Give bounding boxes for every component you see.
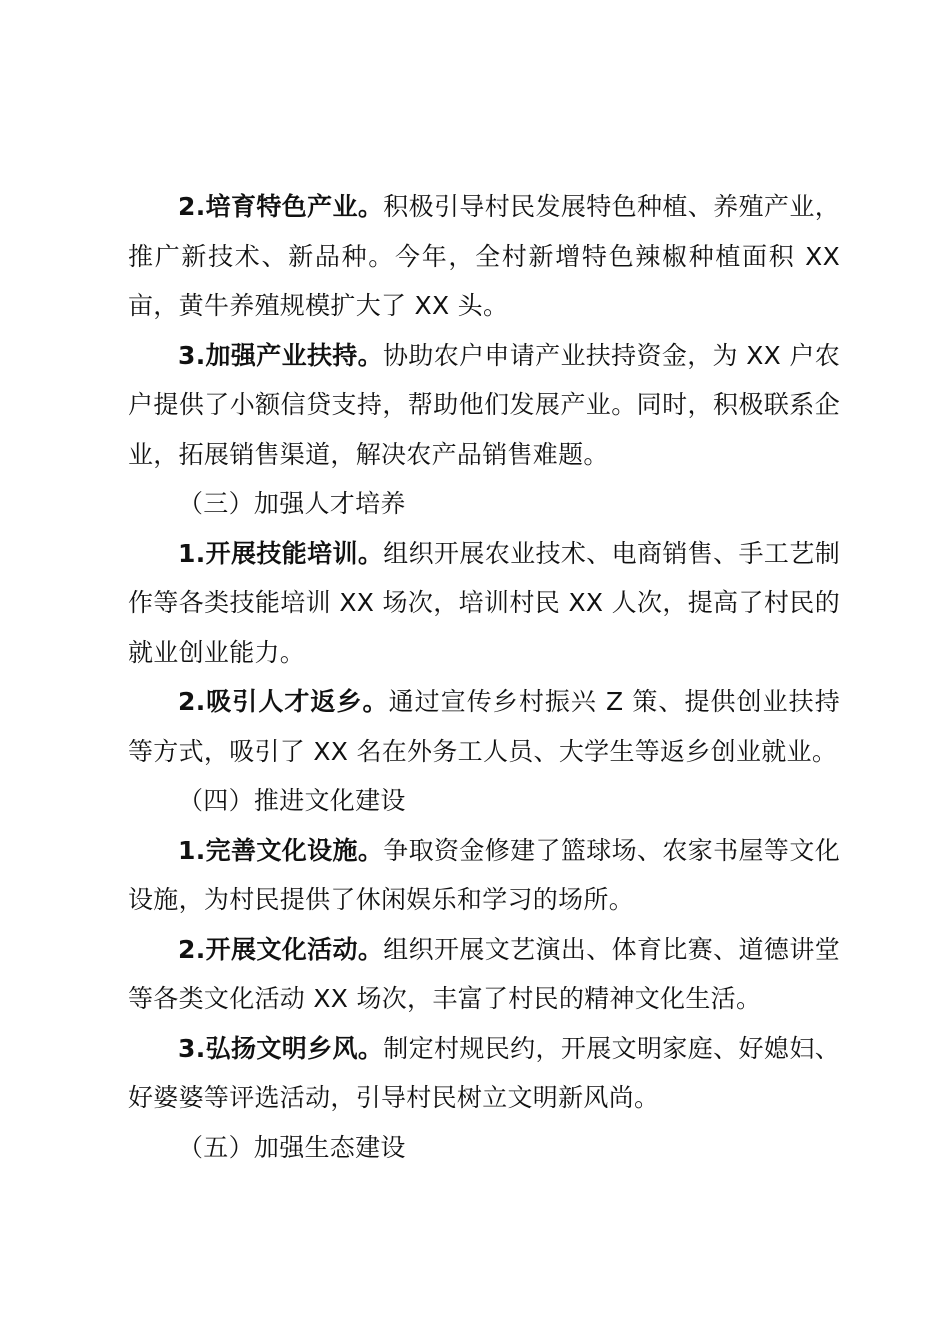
item-text: 通过宣传乡村振兴 Z 策、提供创业扶持等方式，吸引了 XX 名在外务工人员、大学生等返乡创业就业。	[128, 687, 840, 766]
paragraph-culture-activities	[128, 925, 840, 1024]
paragraph-civilized-customs	[128, 1024, 840, 1123]
item-text: 制定村规民约，开展文明家庭、好媳妇、好婆婆等评选活动，引导村民树立文明新风尚。	[128, 1033, 840, 1112]
section-heading-talent: （三）加强人才培养	[178, 489, 406, 518]
item-text: 组织开展文艺演出、体育比赛、道德讲堂等各类文化活动 XX 场次，丰富了村民的精神文化生活。	[128, 934, 840, 1013]
item-lead: 2.开展文化活动。	[178, 934, 384, 964]
item-text: 组织开展农业技术、电商销售、手工艺制作等各类技能培训 XX 场次，培训村民 XX 人次，提高了村民的就业创业能力。	[128, 538, 840, 667]
section-heading-ecology: （五）加强生态建设	[178, 1132, 406, 1162]
paragraph-attract-talent	[128, 677, 840, 776]
paragraph-skill-training	[128, 529, 840, 678]
paragraph-cultivate-industry	[128, 182, 840, 331]
item-lead: 3.弘扬文明乡风。	[178, 1033, 384, 1063]
document-body	[128, 182, 840, 1172]
section-heading-culture: （四）推进文化建设	[178, 786, 406, 815]
item-text: 协助农户申请产业扶持资金，为 XX 户农户提供了小额信贷支持，帮助他们发展产业。同时，积极联系企业，拓展销售渠道，解决农产品销售难题。	[128, 340, 840, 469]
item-text: 争取资金修建了篮球场、农家书屋等文化设施，为村民提供了休闲娱乐和学习的场所。	[128, 835, 840, 914]
item-lead: 1.完善文化设施。	[178, 835, 384, 865]
item-lead: 2.吸引人才返乡。	[178, 687, 389, 716]
paragraph-culture-facilities	[128, 826, 840, 925]
item-lead: 1.开展技能培训。	[178, 538, 384, 568]
item-text: 积极引导村民发展特色种植、养殖产业，推广新技术、新品种。今年，全村新增特色辣椒种植面积 XX 亩，黄牛养殖规模扩大了 XX 头。	[128, 192, 840, 320]
paragraph-industry-support	[128, 331, 840, 480]
item-lead: 3.加强产业扶持。	[178, 340, 383, 370]
item-lead: 2.培育特色产业。	[178, 192, 384, 221]
